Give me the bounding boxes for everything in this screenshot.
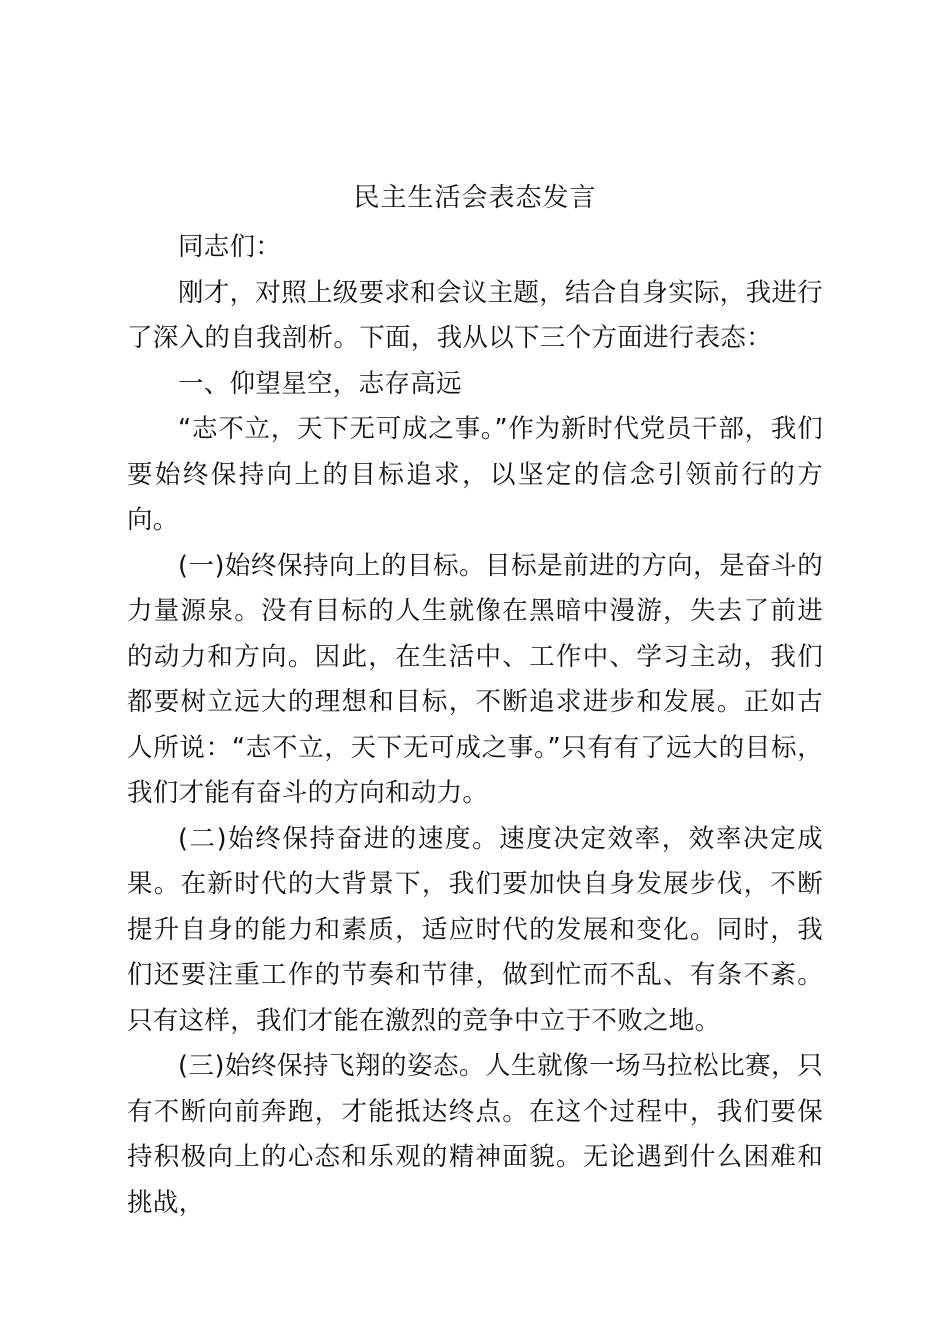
salutation: 同志们： (178, 232, 282, 262)
subsection-3-paragraph: (三)始终保持飞翔的姿态。人生就像一场马拉松比赛，只有不断向前奔跑，才能抵达终点。在这个过程中，我们要保持积极向上的心态和乐观的精神面貌。无论遇到什么困难和挑战， (127, 1051, 823, 1218)
document-body (127, 225, 823, 1226)
section-intro-paragraph: “志不立，天下无可成之事。”作为新时代党员干部，我们要始终保持向上的目标追求，以坚定的信念引领前行的方向。 (127, 414, 823, 535)
section-heading: 一、仰望星空，志存高远 (178, 368, 462, 399)
subsection-1-paragraph: (一)始终保持向上的目标。目标是前进的方向，是奋斗的力量源泉。没有目标的人生就像在黑暗中漫游，失去了前进的动力和方向。因此，在生活中、工作中、学习主动，我们都要树立远大的理想和目标，不断追求进步和发展。正如古人所说：“志不立，天下无可成之事。”只有有了远大的目标，我们才能有奋斗的方向和动力。 (127, 550, 823, 808)
subsection-2-paragraph: (二)始终保持奋进的速度。速度决定效率，效率决定成果。在新时代的大背景下，我们要加快自身发展步伐，不断提升自身的能力和素质，适应时代的发展和变化。同时，我们还要注重工作的节奏和节律，做到忙而不乱、有条不紊。只有这样，我们才能在激烈的竞争中立于不败之地。 (127, 823, 823, 1036)
intro-paragraph: 刚才，对照上级要求和会议主题，结合自身实际，我进行了深入的自我剖析。下面，我从以下三个方面进行表态： (127, 277, 824, 353)
document-title: 民主生活会表态发言 (353, 183, 597, 213)
